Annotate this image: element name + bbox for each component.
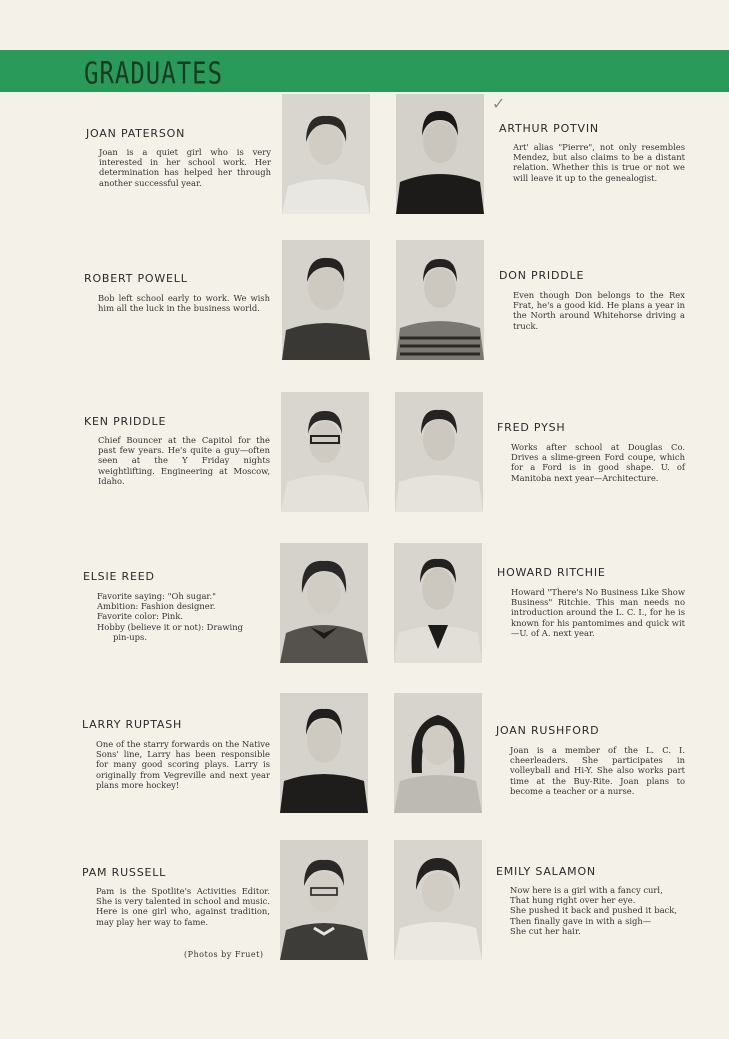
description-line: She pushed it back and pushed it back, [510,905,677,916]
student-photo [282,94,370,214]
student-name: PAM RUSSELL [82,866,167,879]
student-photo [396,94,484,214]
student-name: FRED PYSH [497,421,566,434]
student-description-list [97,591,272,642]
student-photo [396,240,484,360]
student-name: JOAN PATERSON [86,127,186,140]
student-name: ARTHUR POTVIN [499,122,599,135]
student-name: ELSIE REED [83,570,155,583]
student-photo [395,392,483,512]
student-description: One of the starry forwards on the Native Sons' line, Larry has been responsible for many good scoring plays. Larry is originally from Vegreville and next year plans more hockey! [96,739,270,790]
student-name: JOAN RUSHFORD [496,724,600,737]
student-description: Art' alias "Pierre", not only resembles Mendez, but also claims to be a distant relation. Whether this is true or not we will leave it up to the genealogist. [513,142,685,183]
description-line: Favorite saying: "Oh sugar." [97,591,217,601]
student-description: Chief Bouncer at the Capitol for the past few years. He's quite a guy—often seen at the Y Friday nights weightlifting. Engineering at Moscow, Idaho. [98,435,270,486]
check-mark: ✓ [492,94,506,113]
student-description: Joan is a quiet girl who is very interested in her school work. Her determination has helped her through another successful year. [99,147,271,188]
student-description: Howard "There's No Business Like Show Business" Ritchie. This man needs no introduction around the L. C. I., for he is known for his pantomimes and quick wit—U. of A. next year. [511,587,685,638]
student-description: Pam is the Spotlite's Activities Editor. She is very talented in school and music. Here is one girl who, against tradition, may play her way to fame. [96,886,270,927]
student-photo [280,543,368,663]
student-name: EMILY SALAMON [496,865,596,878]
photo-credit: (Photos by Fruet) [184,950,264,959]
description-line: Favorite color: Pink. [97,611,184,622]
description-line: Now here is a girl with a fancy curl, [510,885,663,895]
student-description: Bob left school early to work. We wish him all the luck in the business world. [98,293,270,314]
student-photo [281,392,369,512]
header-banner [0,50,729,92]
student-description: Works after school at Douglas Co. Drives a slime-green Ford coupe, which for a Ford is in good shape. U. of Manitoba next year—Architecture. [511,442,685,483]
description-line: Hobby (believe it or not): Drawing [97,621,243,632]
student-name: HOWARD RITCHIE [497,566,606,579]
description-line: She cut her hair. [510,925,581,936]
student-name: DON PRIDDLE [499,269,585,282]
page-title: GRADUATES [84,56,224,91]
student-name: ROBERT POWELL [84,272,188,285]
description-line: Ambition: Fashion designer. [97,601,216,612]
student-photo [394,840,482,960]
student-description: Even though Don belongs to the Rex Frat, he's a good kid. He plans a year in the North around Whitehorse driving a truck. [513,290,685,331]
student-photo [394,543,482,663]
description-line: That hung right over her eye. [510,895,636,906]
student-photo [282,240,370,360]
description-line: pin-ups. [113,631,147,642]
student-description: Joan is a member of the L. C. I. cheerleaders. She participates in volleyball and Hi-Y. She also works part time at the Buy-Rite. Joan plans to become a teacher or a nurse. [510,745,685,796]
student-name: LARRY RUPTASH [82,718,183,731]
description-line: Then finally gave in with a sigh— [510,915,652,926]
student-photo [280,840,368,960]
student-description-list [510,885,690,936]
student-photo [280,693,368,813]
student-photo [394,693,482,813]
student-name: KEN PRIDDLE [84,415,167,428]
